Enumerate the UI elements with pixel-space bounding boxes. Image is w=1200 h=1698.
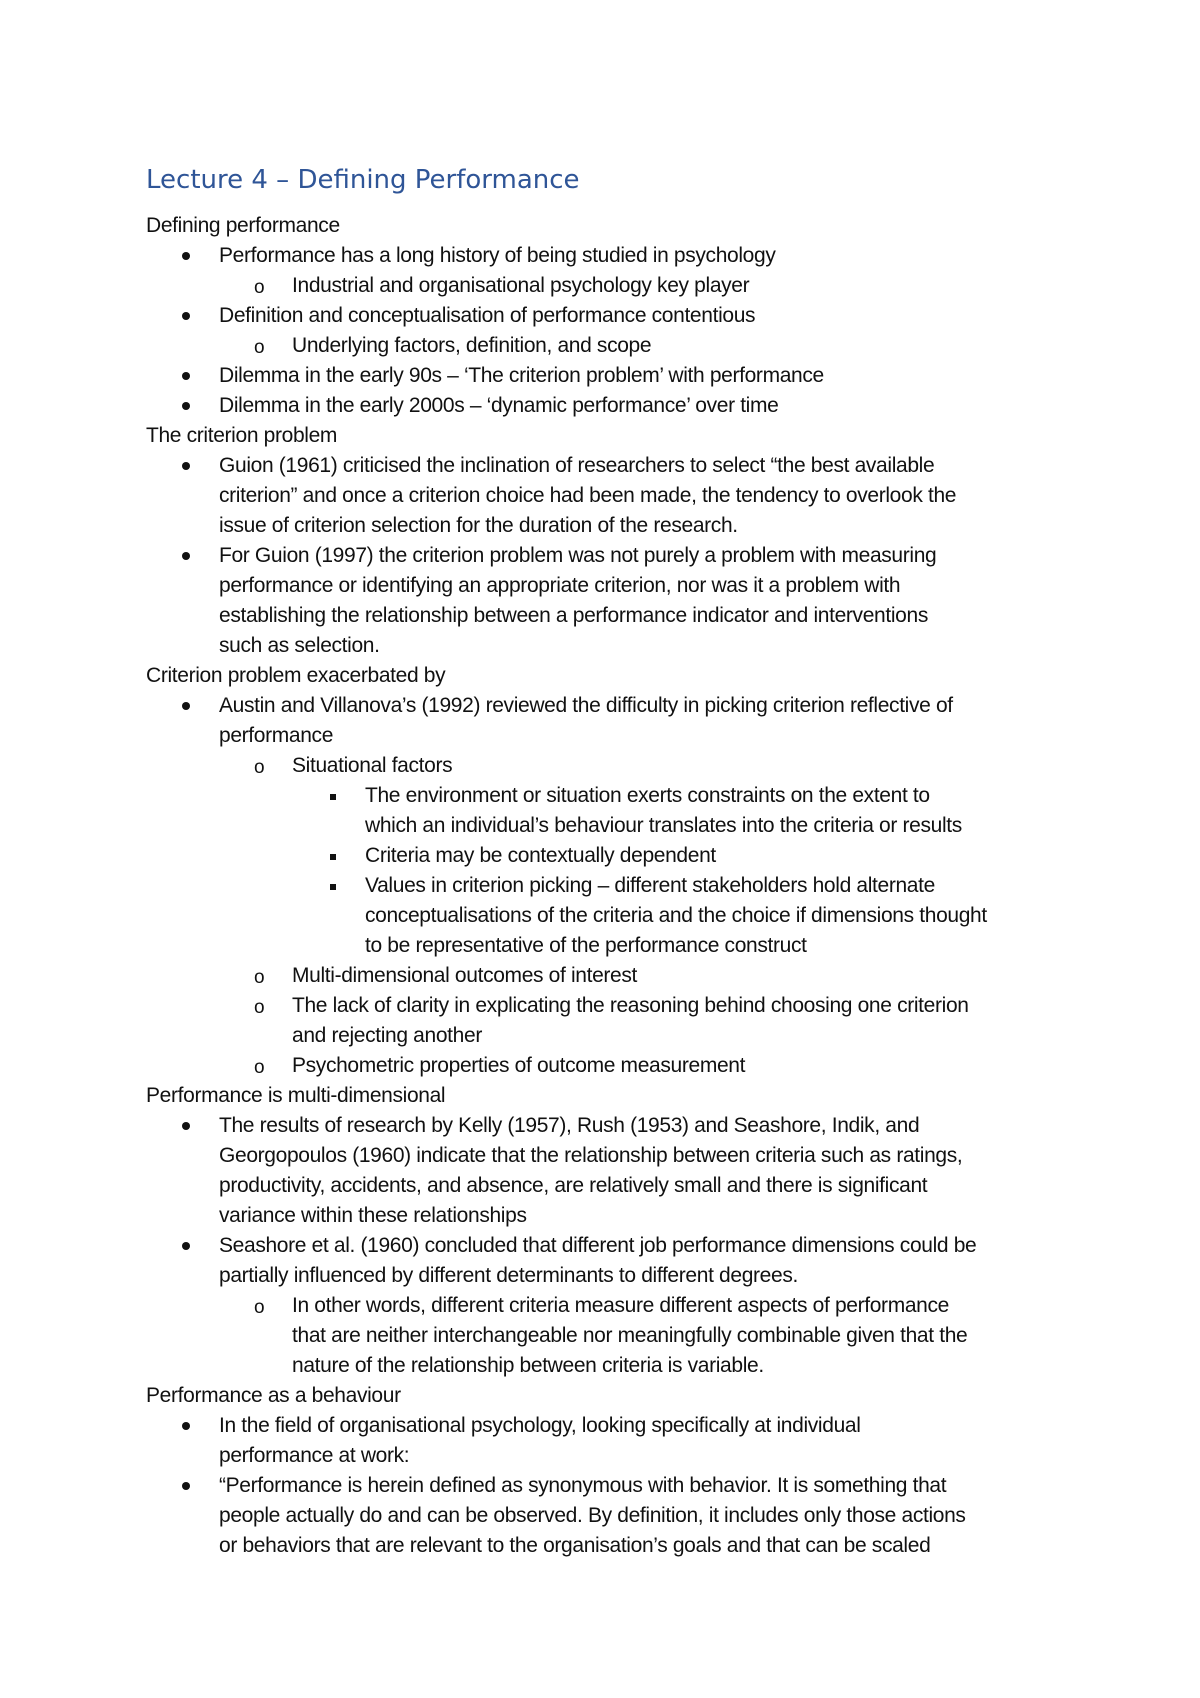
list-item bbox=[146, 331, 1076, 361]
list-item-continuation bbox=[146, 601, 1076, 631]
circle-bullet-icon: o bbox=[254, 277, 265, 298]
list-item-continuation bbox=[146, 1441, 1076, 1471]
line-text: Defining performance bbox=[146, 214, 340, 237]
list-item bbox=[146, 781, 1076, 811]
section-heading bbox=[146, 1381, 1076, 1411]
list-item-continuation bbox=[146, 811, 1076, 841]
list-item-continuation bbox=[146, 1141, 1076, 1171]
section-heading bbox=[146, 421, 1076, 451]
list-item-continuation bbox=[146, 631, 1076, 661]
list-item-continuation bbox=[146, 1501, 1076, 1531]
document-body bbox=[146, 211, 1076, 1561]
line-text: For Guion (1997) the criterion problem was not purely a problem with measuring bbox=[219, 544, 937, 567]
list-item-continuation bbox=[146, 931, 1076, 961]
list-item-continuation bbox=[146, 1021, 1076, 1051]
list-item-continuation bbox=[146, 721, 1076, 751]
line-text: establishing the relationship between a performance indicator and interventions bbox=[219, 604, 928, 627]
list-item bbox=[146, 1291, 1076, 1321]
line-text: or behaviors that are relevant to the organisation’s goals and that can be scaled bbox=[219, 1534, 931, 1557]
line-text: Dilemma in the early 2000s – ‘dynamic performance’ over time bbox=[219, 394, 779, 417]
list-item bbox=[146, 1231, 1076, 1261]
list-item bbox=[146, 961, 1076, 991]
list-item-continuation bbox=[146, 1261, 1076, 1291]
line-text: criterion” and once a criterion choice had been made, the tendency to overlook the bbox=[219, 484, 957, 507]
line-text: performance bbox=[219, 724, 334, 747]
list-item bbox=[146, 1411, 1076, 1441]
line-text: Multi-dimensional outcomes of interest bbox=[292, 964, 638, 987]
bullet-icon bbox=[182, 312, 190, 320]
line-text: issue of criterion selection for the duration of the research. bbox=[219, 514, 738, 537]
list-item-continuation bbox=[146, 1201, 1076, 1231]
list-item-continuation bbox=[146, 1351, 1076, 1381]
list-item-continuation bbox=[146, 481, 1076, 511]
line-text: performance at work: bbox=[219, 1444, 410, 1467]
section-heading bbox=[146, 661, 1076, 691]
list-item bbox=[146, 1111, 1076, 1141]
line-text: Performance is multi-dimensional bbox=[146, 1084, 446, 1107]
line-text: Values in criterion picking – different stakeholders hold alternate bbox=[365, 874, 935, 897]
bullet-icon bbox=[182, 372, 190, 380]
line-text: Situational factors bbox=[292, 754, 453, 777]
list-item bbox=[146, 871, 1076, 901]
line-text: Seashore et al. (1960) concluded that different job performance dimensions could be bbox=[219, 1234, 977, 1257]
line-text: Psychometric properties of outcome measurement bbox=[292, 1054, 746, 1077]
line-text: that are neither interchangeable nor meaningfully combinable given that the bbox=[292, 1324, 968, 1347]
bullet-icon bbox=[182, 1422, 190, 1430]
list-item-continuation bbox=[146, 901, 1076, 931]
bullet-icon bbox=[182, 1122, 190, 1130]
list-item bbox=[146, 241, 1076, 271]
bullet-icon bbox=[182, 1482, 190, 1490]
line-text: Criteria may be contextually dependent bbox=[365, 844, 716, 867]
bullet-icon bbox=[182, 462, 190, 470]
line-text: to be representative of the performance construct bbox=[365, 934, 807, 957]
line-text: Definition and conceptualisation of performance contentious bbox=[219, 304, 756, 327]
list-item bbox=[146, 391, 1076, 421]
line-text: which an individual’s behaviour translates into the criteria or results bbox=[365, 814, 962, 837]
line-text: Dilemma in the early 90s – ‘The criterion problem’ with performance bbox=[219, 364, 824, 387]
circle-bullet-icon: o bbox=[254, 997, 265, 1018]
line-text: “Performance is herein defined as synonymous with behavior. It is something that bbox=[219, 1474, 947, 1497]
line-text: and rejecting another bbox=[292, 1024, 482, 1047]
line-text: conceptualisations of the criteria and the choice if dimensions thought bbox=[365, 904, 987, 927]
list-item bbox=[146, 541, 1076, 571]
square-bullet-icon bbox=[330, 854, 336, 860]
list-item bbox=[146, 451, 1076, 481]
line-text: people actually do and can be observed. By definition, it includes only those actions bbox=[219, 1504, 966, 1527]
line-text: nature of the relationship between criteria is variable. bbox=[292, 1354, 764, 1377]
bullet-icon bbox=[182, 402, 190, 410]
line-text: Performance as a behaviour bbox=[146, 1384, 401, 1407]
line-text: partially influenced by different determinants to different degrees. bbox=[219, 1264, 798, 1287]
list-item bbox=[146, 1051, 1076, 1081]
section-heading bbox=[146, 211, 1076, 241]
square-bullet-icon bbox=[330, 884, 336, 890]
line-text: In other words, different criteria measure different aspects of performance bbox=[292, 1294, 949, 1317]
line-text: Underlying factors, definition, and scope bbox=[292, 334, 652, 357]
list-item-continuation bbox=[146, 571, 1076, 601]
list-item-continuation bbox=[146, 1531, 1076, 1561]
circle-bullet-icon: o bbox=[254, 757, 265, 778]
list-item bbox=[146, 301, 1076, 331]
page-title: Lecture 4 – Defining Performance bbox=[146, 165, 580, 196]
list-item bbox=[146, 991, 1076, 1021]
list-item bbox=[146, 361, 1076, 391]
list-item bbox=[146, 751, 1076, 781]
line-text: In the field of organisational psychology, looking specifically at individual bbox=[219, 1414, 861, 1437]
circle-bullet-icon: o bbox=[254, 337, 265, 358]
line-text: The lack of clarity in explicating the reasoning behind choosing one criterion bbox=[292, 994, 969, 1017]
list-item bbox=[146, 1471, 1076, 1501]
list-item bbox=[146, 841, 1076, 871]
list-item-continuation bbox=[146, 1171, 1076, 1201]
section-heading bbox=[146, 1081, 1076, 1111]
list-item-continuation bbox=[146, 1321, 1076, 1351]
line-text: Austin and Villanova’s (1992) reviewed the difficulty in picking criterion reflective of bbox=[219, 694, 953, 717]
list-item bbox=[146, 691, 1076, 721]
line-text: The results of research by Kelly (1957), Rush (1953) and Seashore, Indik, and bbox=[219, 1114, 920, 1137]
line-text: Performance has a long history of being studied in psychology bbox=[219, 244, 776, 267]
line-text: Georgopoulos (1960) indicate that the relationship between criteria such as ratings, bbox=[219, 1144, 963, 1167]
line-text: Industrial and organisational psychology key player bbox=[292, 274, 750, 297]
line-text: such as selection. bbox=[219, 634, 380, 657]
circle-bullet-icon: o bbox=[254, 1297, 265, 1318]
bullet-icon bbox=[182, 552, 190, 560]
bullet-icon bbox=[182, 702, 190, 710]
list-item bbox=[146, 271, 1076, 301]
list-item-continuation bbox=[146, 511, 1076, 541]
line-text: variance within these relationships bbox=[219, 1204, 527, 1227]
line-text: Criterion problem exacerbated by bbox=[146, 664, 446, 687]
line-text: The criterion problem bbox=[146, 424, 338, 447]
circle-bullet-icon: o bbox=[254, 1057, 265, 1078]
bullet-icon bbox=[182, 1242, 190, 1250]
line-text: Guion (1961) criticised the inclination of researchers to select “the best available bbox=[219, 454, 935, 477]
square-bullet-icon bbox=[330, 794, 336, 800]
line-text: performance or identifying an appropriate criterion, nor was it a problem with bbox=[219, 574, 901, 597]
bullet-icon bbox=[182, 252, 190, 260]
circle-bullet-icon: o bbox=[254, 967, 265, 988]
line-text: The environment or situation exerts constraints on the extent to bbox=[365, 784, 930, 807]
line-text: productivity, accidents, and absence, are relatively small and there is significant bbox=[219, 1174, 928, 1197]
